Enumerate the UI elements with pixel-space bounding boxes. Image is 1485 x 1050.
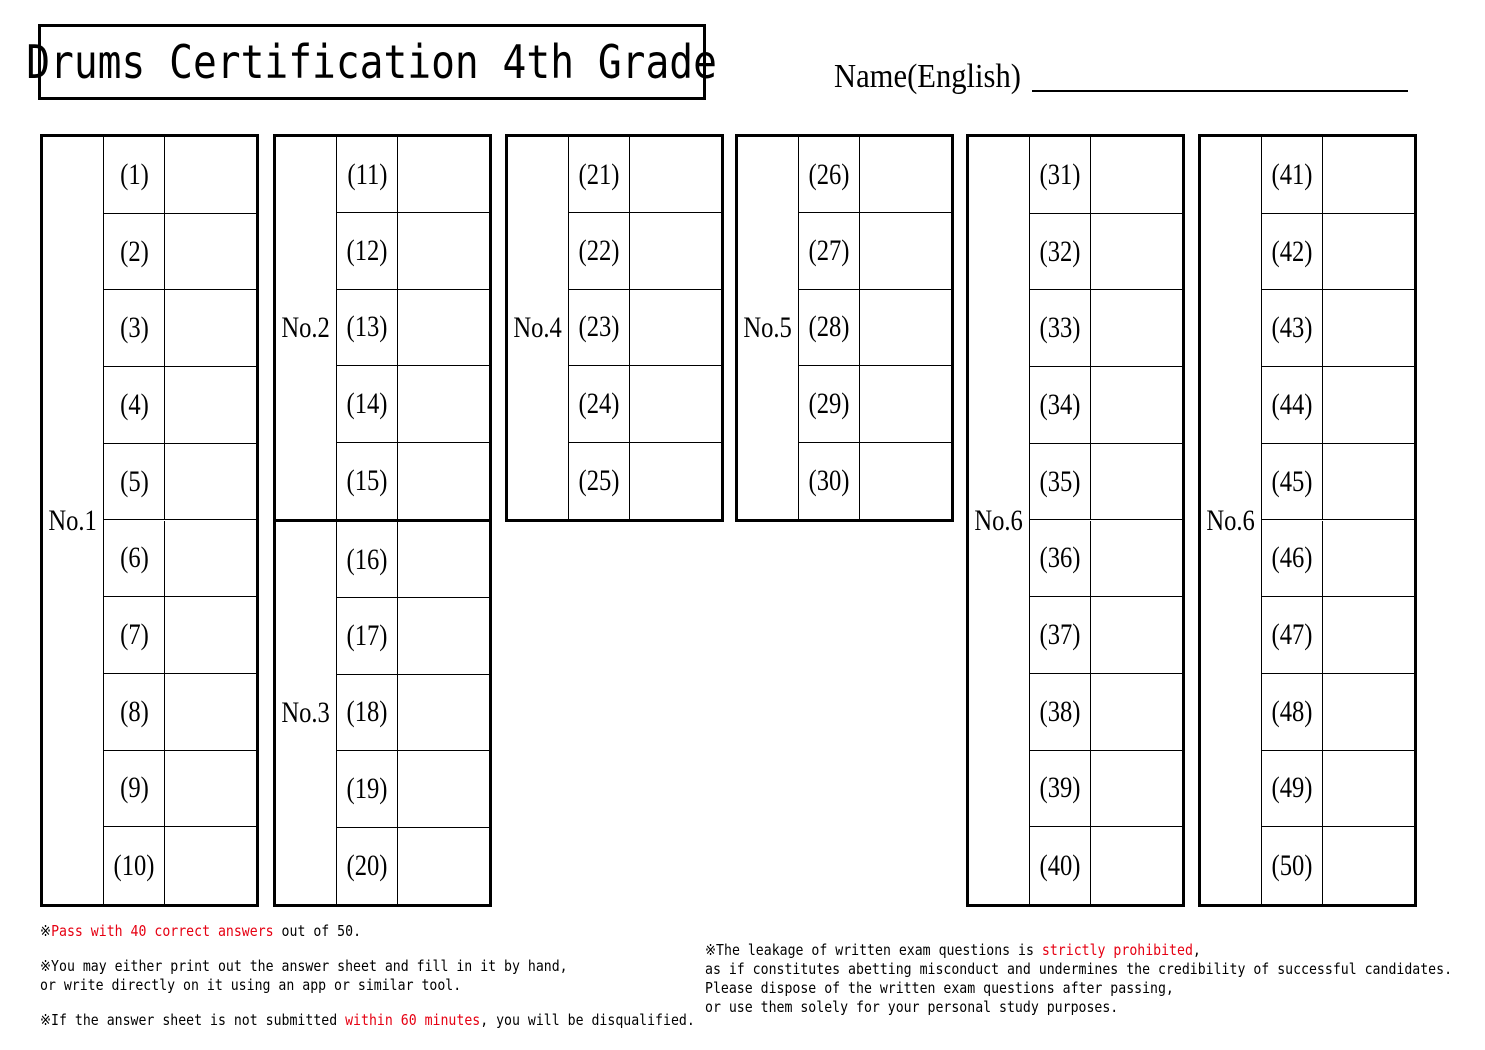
question-number-text: (22) xyxy=(578,234,620,268)
question-number-text: (29) xyxy=(808,386,850,420)
question-row xyxy=(104,827,256,904)
question-row xyxy=(569,137,721,213)
section-label xyxy=(43,137,104,904)
answer-cell[interactable] xyxy=(1323,367,1414,443)
question-rows xyxy=(1030,137,1182,904)
question-number xyxy=(1262,137,1323,213)
answer-cell[interactable] xyxy=(165,827,256,904)
question-number xyxy=(1262,597,1323,673)
question-row xyxy=(799,213,951,289)
answer-cell[interactable] xyxy=(860,290,951,365)
name-label: Name(English) xyxy=(834,58,1021,95)
question-number xyxy=(337,675,398,750)
question-number-text: (2) xyxy=(119,234,149,268)
question-row xyxy=(1262,751,1414,828)
question-row xyxy=(104,751,256,828)
answer-cell[interactable] xyxy=(1091,597,1182,673)
question-number-text: (13) xyxy=(346,310,388,344)
answer-cell[interactable] xyxy=(398,137,489,212)
question-number xyxy=(337,366,398,441)
question-number-text: (18) xyxy=(346,695,388,729)
answer-block-no1 xyxy=(40,134,259,907)
question-row xyxy=(569,290,721,366)
answer-cell[interactable] xyxy=(165,444,256,520)
answer-cell[interactable] xyxy=(630,366,721,441)
question-number xyxy=(1262,674,1323,750)
notes-left xyxy=(40,922,784,1030)
note-pass: ※Pass with 40 correct answers out of 50. xyxy=(40,922,362,940)
question-row xyxy=(1030,751,1182,828)
question-number-text: (5) xyxy=(119,464,149,498)
question-number-text: (47) xyxy=(1271,618,1313,652)
question-row xyxy=(1030,444,1182,521)
question-number xyxy=(104,214,165,290)
answer-cell[interactable] xyxy=(1323,214,1414,290)
question-row xyxy=(1262,444,1414,521)
section-label xyxy=(738,137,799,519)
question-row xyxy=(1262,521,1414,598)
question-number xyxy=(1262,367,1323,443)
question-number xyxy=(337,213,398,288)
section-label-text: No.6 xyxy=(974,503,1024,537)
question-rows xyxy=(104,137,256,904)
section-label-text: No.2 xyxy=(281,311,331,344)
question-row xyxy=(104,367,256,444)
question-row xyxy=(1030,597,1182,674)
answer-cell[interactable] xyxy=(398,675,489,750)
question-number-text: (15) xyxy=(346,463,388,497)
question-number xyxy=(1262,521,1323,597)
question-number xyxy=(1030,827,1091,904)
question-number xyxy=(799,366,860,441)
question-number-text: (46) xyxy=(1271,541,1313,575)
answer-cell[interactable] xyxy=(1323,290,1414,366)
question-number xyxy=(104,674,165,750)
question-row xyxy=(337,522,489,598)
question-number xyxy=(1030,444,1091,520)
question-number-text: (33) xyxy=(1039,311,1081,345)
question-rows xyxy=(337,137,489,519)
question-row xyxy=(799,290,951,366)
answer-cell[interactable] xyxy=(860,366,951,441)
page-title: Drums Certification 4th Grade xyxy=(26,35,718,89)
question-number xyxy=(104,137,165,213)
question-number xyxy=(1030,290,1091,366)
question-row xyxy=(569,366,721,442)
question-number-text: (36) xyxy=(1039,541,1081,575)
question-number xyxy=(1262,751,1323,827)
section-label xyxy=(508,137,569,519)
question-number xyxy=(104,751,165,827)
answer-cell[interactable] xyxy=(398,290,489,365)
answer-cell[interactable] xyxy=(398,366,489,441)
note-print-1: ※You may either print out the answer sheet and fill in it by hand, xyxy=(40,957,568,975)
question-number-text: (20) xyxy=(346,848,388,882)
section-label-text: No.6 xyxy=(1206,503,1256,537)
answer-cell[interactable] xyxy=(1091,674,1182,750)
question-number xyxy=(1262,290,1323,366)
answer-block-no2 xyxy=(273,134,492,522)
answer-cell[interactable] xyxy=(1323,597,1414,673)
question-rows xyxy=(569,137,721,519)
question-row xyxy=(104,521,256,598)
question-row xyxy=(337,598,489,674)
answer-cell[interactable] xyxy=(165,137,256,213)
question-row xyxy=(1030,214,1182,291)
section-label-text: No.4 xyxy=(513,311,563,344)
answer-cell[interactable] xyxy=(165,290,256,366)
question-number xyxy=(569,290,630,365)
question-number-text: (23) xyxy=(578,310,620,344)
question-number xyxy=(104,290,165,366)
question-row xyxy=(337,290,489,366)
answer-cell[interactable] xyxy=(398,213,489,288)
answer-cell[interactable] xyxy=(165,751,256,827)
question-row xyxy=(337,675,489,751)
answer-cell[interactable] xyxy=(1323,827,1414,904)
question-number xyxy=(337,522,398,597)
answer-cell[interactable] xyxy=(860,213,951,288)
question-number-text: (44) xyxy=(1271,387,1313,421)
question-row xyxy=(104,674,256,751)
answer-cell[interactable] xyxy=(860,137,951,212)
question-number xyxy=(337,828,398,904)
question-number-text: (7) xyxy=(119,618,149,652)
question-row xyxy=(337,213,489,289)
question-number-text: (25) xyxy=(578,463,620,497)
question-row xyxy=(337,137,489,213)
question-number xyxy=(1030,597,1091,673)
question-number-text: (12) xyxy=(346,234,388,268)
notes-right xyxy=(705,941,1485,1017)
question-number xyxy=(104,597,165,673)
question-number xyxy=(1262,827,1323,904)
question-number-text: (9) xyxy=(119,771,149,805)
question-number-text: (28) xyxy=(808,310,850,344)
question-number-text: (19) xyxy=(346,771,388,805)
question-number-text: (31) xyxy=(1039,157,1081,191)
answer-block-no4 xyxy=(505,134,724,522)
question-rows xyxy=(337,522,489,904)
question-number xyxy=(104,521,165,597)
question-row xyxy=(104,290,256,367)
question-rows xyxy=(799,137,951,519)
title-box xyxy=(26,24,718,100)
question-number-text: (3) xyxy=(119,311,149,345)
question-number xyxy=(569,366,630,441)
question-number xyxy=(337,443,398,519)
question-number xyxy=(799,137,860,212)
section-label xyxy=(1201,137,1262,904)
question-row xyxy=(337,366,489,442)
question-row xyxy=(569,213,721,289)
question-number-text: (14) xyxy=(346,386,388,420)
question-number-text: (41) xyxy=(1271,157,1313,191)
question-row xyxy=(1030,137,1182,214)
question-number-text: (17) xyxy=(346,619,388,653)
section-label-text: No.5 xyxy=(743,311,793,344)
question-row xyxy=(104,214,256,291)
question-row xyxy=(1262,674,1414,751)
section-label xyxy=(969,137,1030,904)
answer-cell[interactable] xyxy=(630,213,721,288)
question-number xyxy=(104,444,165,520)
question-row xyxy=(1262,290,1414,367)
question-row xyxy=(569,443,721,519)
answer-cell[interactable] xyxy=(1323,444,1414,520)
question-number xyxy=(104,827,165,904)
question-number xyxy=(569,213,630,288)
question-number-text: (34) xyxy=(1039,387,1081,421)
question-row xyxy=(337,443,489,519)
answer-cell[interactable] xyxy=(630,137,721,212)
question-number-text: (45) xyxy=(1271,464,1313,498)
answer-cell[interactable] xyxy=(1091,444,1182,520)
answer-cell[interactable] xyxy=(1091,367,1182,443)
question-number xyxy=(337,137,398,212)
question-number xyxy=(799,290,860,365)
question-row xyxy=(799,443,951,519)
question-number xyxy=(1030,367,1091,443)
question-rows xyxy=(1262,137,1414,904)
question-number-text: (43) xyxy=(1271,311,1313,345)
question-number-text: (48) xyxy=(1271,694,1313,728)
question-number xyxy=(1030,521,1091,597)
question-number xyxy=(1262,444,1323,520)
question-number xyxy=(569,137,630,212)
note-leak-2: as if constitutes abetting misconduct and undermines the credibility of successful candidates. xyxy=(705,960,1453,978)
answer-cell[interactable] xyxy=(165,521,256,597)
question-number-text: (1) xyxy=(119,157,149,191)
question-number-text: (16) xyxy=(346,542,388,576)
question-number-text: (42) xyxy=(1271,234,1313,268)
question-row xyxy=(1030,521,1182,598)
question-number-text: (39) xyxy=(1039,771,1081,805)
question-number-text: (50) xyxy=(1271,848,1313,882)
question-number xyxy=(104,367,165,443)
question-number xyxy=(1030,137,1091,213)
question-row xyxy=(1030,674,1182,751)
question-number-text: (27) xyxy=(808,234,850,268)
answer-cell[interactable] xyxy=(398,598,489,673)
question-row xyxy=(104,597,256,674)
answer-cell[interactable] xyxy=(165,674,256,750)
question-row xyxy=(1030,367,1182,444)
question-number-text: (4) xyxy=(119,387,149,421)
question-number-text: (10) xyxy=(113,848,155,882)
answer-cell[interactable] xyxy=(1091,827,1182,904)
section-label xyxy=(276,137,337,519)
note-submit: ※If the answer sheet is not submitted within 60 minutes, you will be disqualified. xyxy=(40,1011,695,1029)
question-row xyxy=(337,751,489,827)
question-number xyxy=(1262,214,1323,290)
name-input-line[interactable] xyxy=(1032,90,1408,92)
answer-cell[interactable] xyxy=(860,443,951,519)
answer-cell[interactable] xyxy=(630,443,721,519)
question-number xyxy=(1030,214,1091,290)
question-number-text: (32) xyxy=(1039,234,1081,268)
note-leak: ※The leakage of written exam questions is strictly prohibited, xyxy=(705,941,1201,959)
question-number xyxy=(337,598,398,673)
note-leak-4: or use them solely for your personal study purposes. xyxy=(705,998,1119,1016)
question-number-text: (35) xyxy=(1039,464,1081,498)
answer-cell[interactable] xyxy=(1091,290,1182,366)
answer-block-no5 xyxy=(735,134,954,522)
answer-cell[interactable] xyxy=(1323,674,1414,750)
section-label-text: No.3 xyxy=(281,696,331,729)
question-number xyxy=(799,443,860,519)
question-row xyxy=(1262,827,1414,904)
answer-block-no3 xyxy=(273,519,492,907)
answer-cell[interactable] xyxy=(1091,214,1182,290)
answer-cell[interactable] xyxy=(165,214,256,290)
question-number-text: (8) xyxy=(119,694,149,728)
answer-cell[interactable] xyxy=(398,443,489,519)
question-number-text: (49) xyxy=(1271,771,1313,805)
answer-cell[interactable] xyxy=(1091,751,1182,827)
question-number-text: (30) xyxy=(808,463,850,497)
answer-cell[interactable] xyxy=(1091,521,1182,597)
question-number xyxy=(1030,751,1091,827)
question-row xyxy=(104,444,256,521)
question-row xyxy=(1262,367,1414,444)
answer-cell[interactable] xyxy=(398,522,489,597)
section-label-text: No.1 xyxy=(48,503,98,537)
question-number-text: (38) xyxy=(1039,694,1081,728)
question-number-text: (21) xyxy=(578,157,620,191)
question-number-text: (37) xyxy=(1039,618,1081,652)
question-number-text: (6) xyxy=(119,541,149,575)
question-row xyxy=(799,137,951,213)
question-number xyxy=(569,443,630,519)
answer-cell[interactable] xyxy=(630,290,721,365)
question-number-text: (40) xyxy=(1039,848,1081,882)
answer-cell[interactable] xyxy=(1323,521,1414,597)
question-row xyxy=(1262,597,1414,674)
question-row xyxy=(1030,827,1182,904)
answer-cell[interactable] xyxy=(1323,137,1414,213)
answer-cell[interactable] xyxy=(398,751,489,826)
question-row xyxy=(799,366,951,442)
note-leak-3: Please dispose of the written exam questions after passing, xyxy=(705,979,1174,997)
question-row xyxy=(104,137,256,214)
question-number xyxy=(337,290,398,365)
question-row xyxy=(1262,214,1414,291)
note-print-2: or write directly on it using an app or similar tool. xyxy=(40,976,462,994)
question-row xyxy=(1030,290,1182,367)
answer-block-no6a xyxy=(966,134,1185,907)
question-number-text: (26) xyxy=(808,157,850,191)
answer-cell[interactable] xyxy=(398,828,489,904)
question-row xyxy=(1262,137,1414,214)
question-number-text: (24) xyxy=(578,386,620,420)
answer-block-no6b xyxy=(1198,134,1417,907)
answer-cell[interactable] xyxy=(1323,751,1414,827)
answer-cell[interactable] xyxy=(1091,137,1182,213)
question-number xyxy=(337,751,398,826)
answer-cell[interactable] xyxy=(165,367,256,443)
name-field xyxy=(834,58,1042,96)
section-label xyxy=(276,522,337,904)
question-number xyxy=(1030,674,1091,750)
question-row xyxy=(337,828,489,904)
question-number-text: (11) xyxy=(346,157,388,191)
question-number xyxy=(799,213,860,288)
answer-cell[interactable] xyxy=(165,597,256,673)
